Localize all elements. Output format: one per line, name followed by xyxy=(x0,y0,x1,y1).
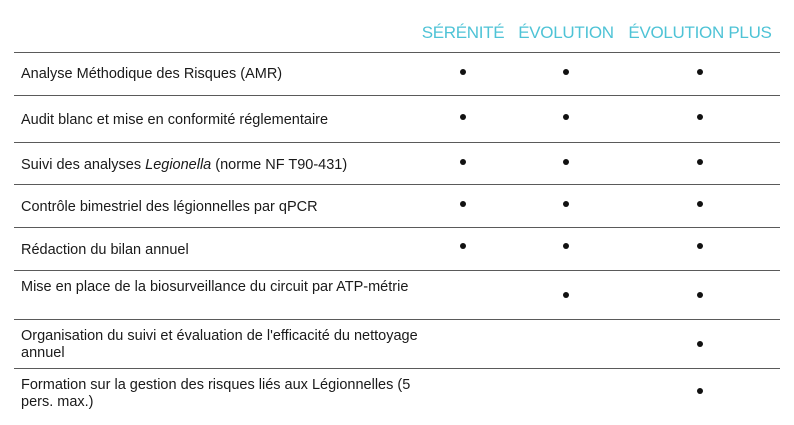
feature-row xyxy=(14,320,780,369)
included-dot xyxy=(697,159,703,165)
included-dot xyxy=(563,69,569,75)
included-dot xyxy=(563,292,569,298)
feature-row xyxy=(14,53,780,96)
feature-row xyxy=(14,96,780,143)
included-dot xyxy=(697,292,703,298)
included-dot xyxy=(697,69,703,75)
comparison-table xyxy=(14,16,780,419)
feature-label: Rédaction du bilan annuel xyxy=(21,242,189,258)
plan-header-row xyxy=(14,16,780,53)
feature-row xyxy=(14,185,780,228)
included-dot xyxy=(697,388,703,394)
feature-label: Suivi des analyses Legionella (norme NF T90-431) xyxy=(21,157,348,173)
feature-row xyxy=(14,271,780,320)
included-dot xyxy=(460,243,466,249)
included-dot xyxy=(563,114,569,120)
included-dot xyxy=(460,201,466,207)
included-dot xyxy=(460,114,466,120)
feature-row xyxy=(14,369,780,419)
included-dot xyxy=(563,243,569,249)
included-dot xyxy=(697,201,703,207)
included-dot xyxy=(460,159,466,165)
feature-row xyxy=(14,143,780,185)
included-dot xyxy=(697,341,703,347)
included-dot xyxy=(563,159,569,165)
feature-label: Contrôle bimestriel des légionnelles par qPCR xyxy=(21,199,318,215)
included-dot xyxy=(460,69,466,75)
feature-label: Mise en place de la biosurveillance du circuit par ATP-métrie xyxy=(21,279,409,295)
plan-header-evolution: ÉVOLUTION xyxy=(518,23,614,42)
feature-label: Analyse Méthodique des Risques (AMR) xyxy=(21,66,283,82)
included-dot xyxy=(563,201,569,207)
plan-header-serenite: SÉRÉNITÉ xyxy=(421,23,505,42)
feature-label: Organisation du suivi et évaluation de l'efficacité du nettoyage annuel xyxy=(21,328,418,361)
feature-row xyxy=(14,228,780,271)
included-dot xyxy=(697,243,703,249)
feature-label: Audit blanc et mise en conformité réglementaire xyxy=(21,112,329,128)
plan-header-evolution-plus: ÉVOLUTION PLUS xyxy=(628,23,772,42)
included-dot xyxy=(697,114,703,120)
feature-label: Formation sur la gestion des risques liés aux Légionnelles (5 pers. max.) xyxy=(21,377,411,410)
